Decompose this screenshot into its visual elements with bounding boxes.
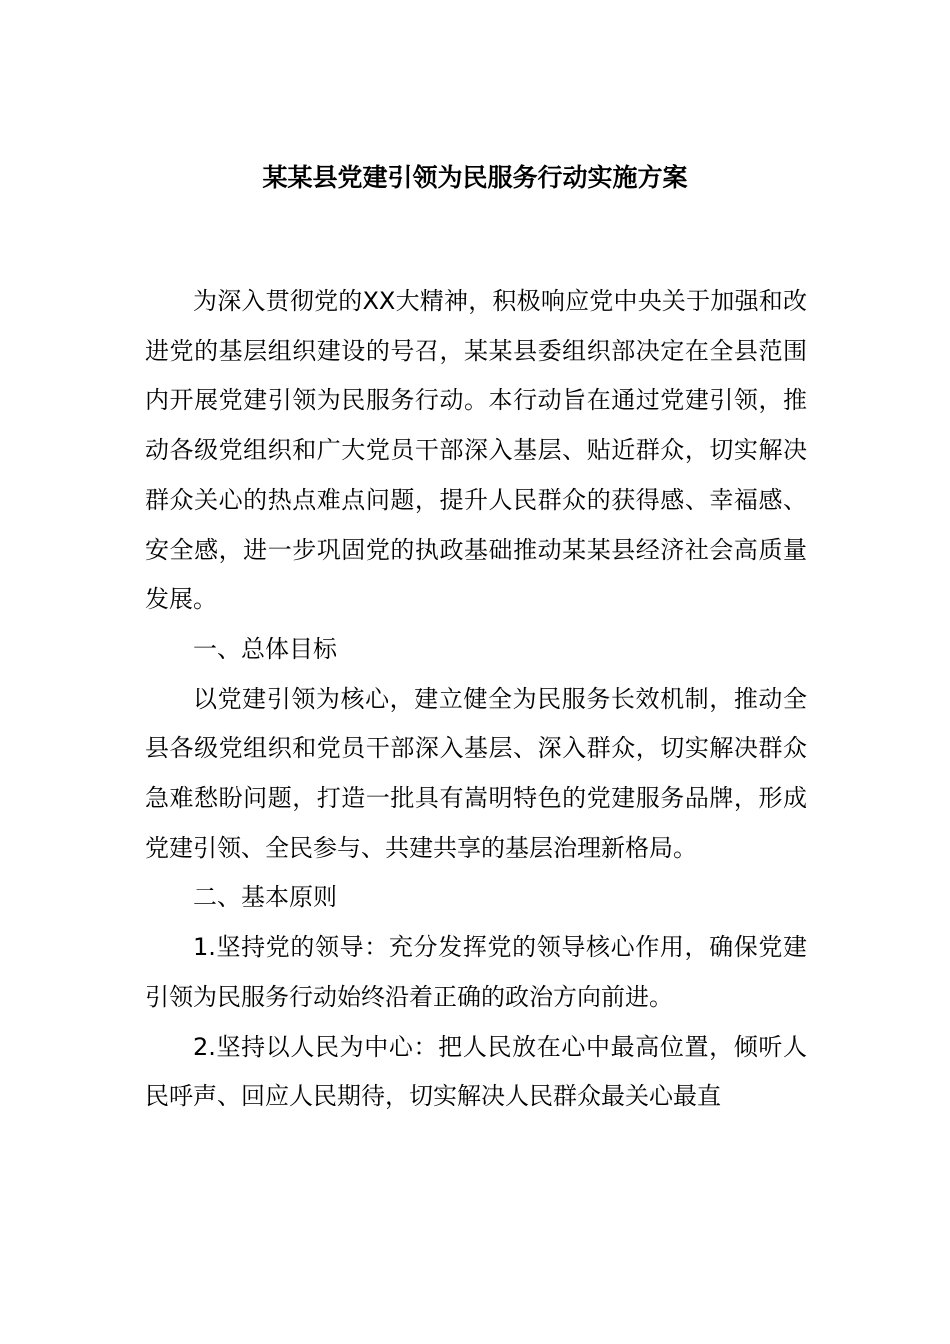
section-heading-overall-goal: 一、总体目标 [193, 634, 337, 663]
document-title: 某某县党建引领为民服务行动实施方案 [262, 163, 688, 192]
document-body [145, 277, 807, 1122]
section-heading-basic-principles: 二、基本原则 [193, 883, 337, 912]
principle-paragraph-2: 2.坚持以人民为中心：把人民放在心中最高位置，倾听人民呼声、回应人民期待，切实解决人民群众最关心最直 [145, 1032, 807, 1111]
overall-goal-paragraph: 以党建引领为核心，建立健全为民服务长效机制，推动全县各级党组织和党员干部深入基层、深入群众，切实解决群众急难愁盼问题，打造一批具有嵩明特色的党建服务品牌，形成党建引领、全民参与、共建共享的基层治理新格局。 [145, 684, 807, 862]
intro-paragraph: 为深入贯彻党的XX大精神，积极响应党中央关于加强和改进党的基层组织建设的号召，某某县委组织部决定在全县范围内开展党建引领为民服务行动。本行动旨在通过党建引领，推动各级党组织和广大党员干部深入基层、贴近群众，切实解决群众关心的热点难点问题，提升人民群众的获得感、幸福感、安全感，进一步巩固党的执政基础推动某某县经济社会高质量发展。 [145, 287, 807, 614]
principle-paragraph-1: 1.坚持党的领导：充分发挥党的领导核心作用，确保党建引领为民服务行动始终沿着正确的政治方向前进。 [145, 933, 807, 1011]
